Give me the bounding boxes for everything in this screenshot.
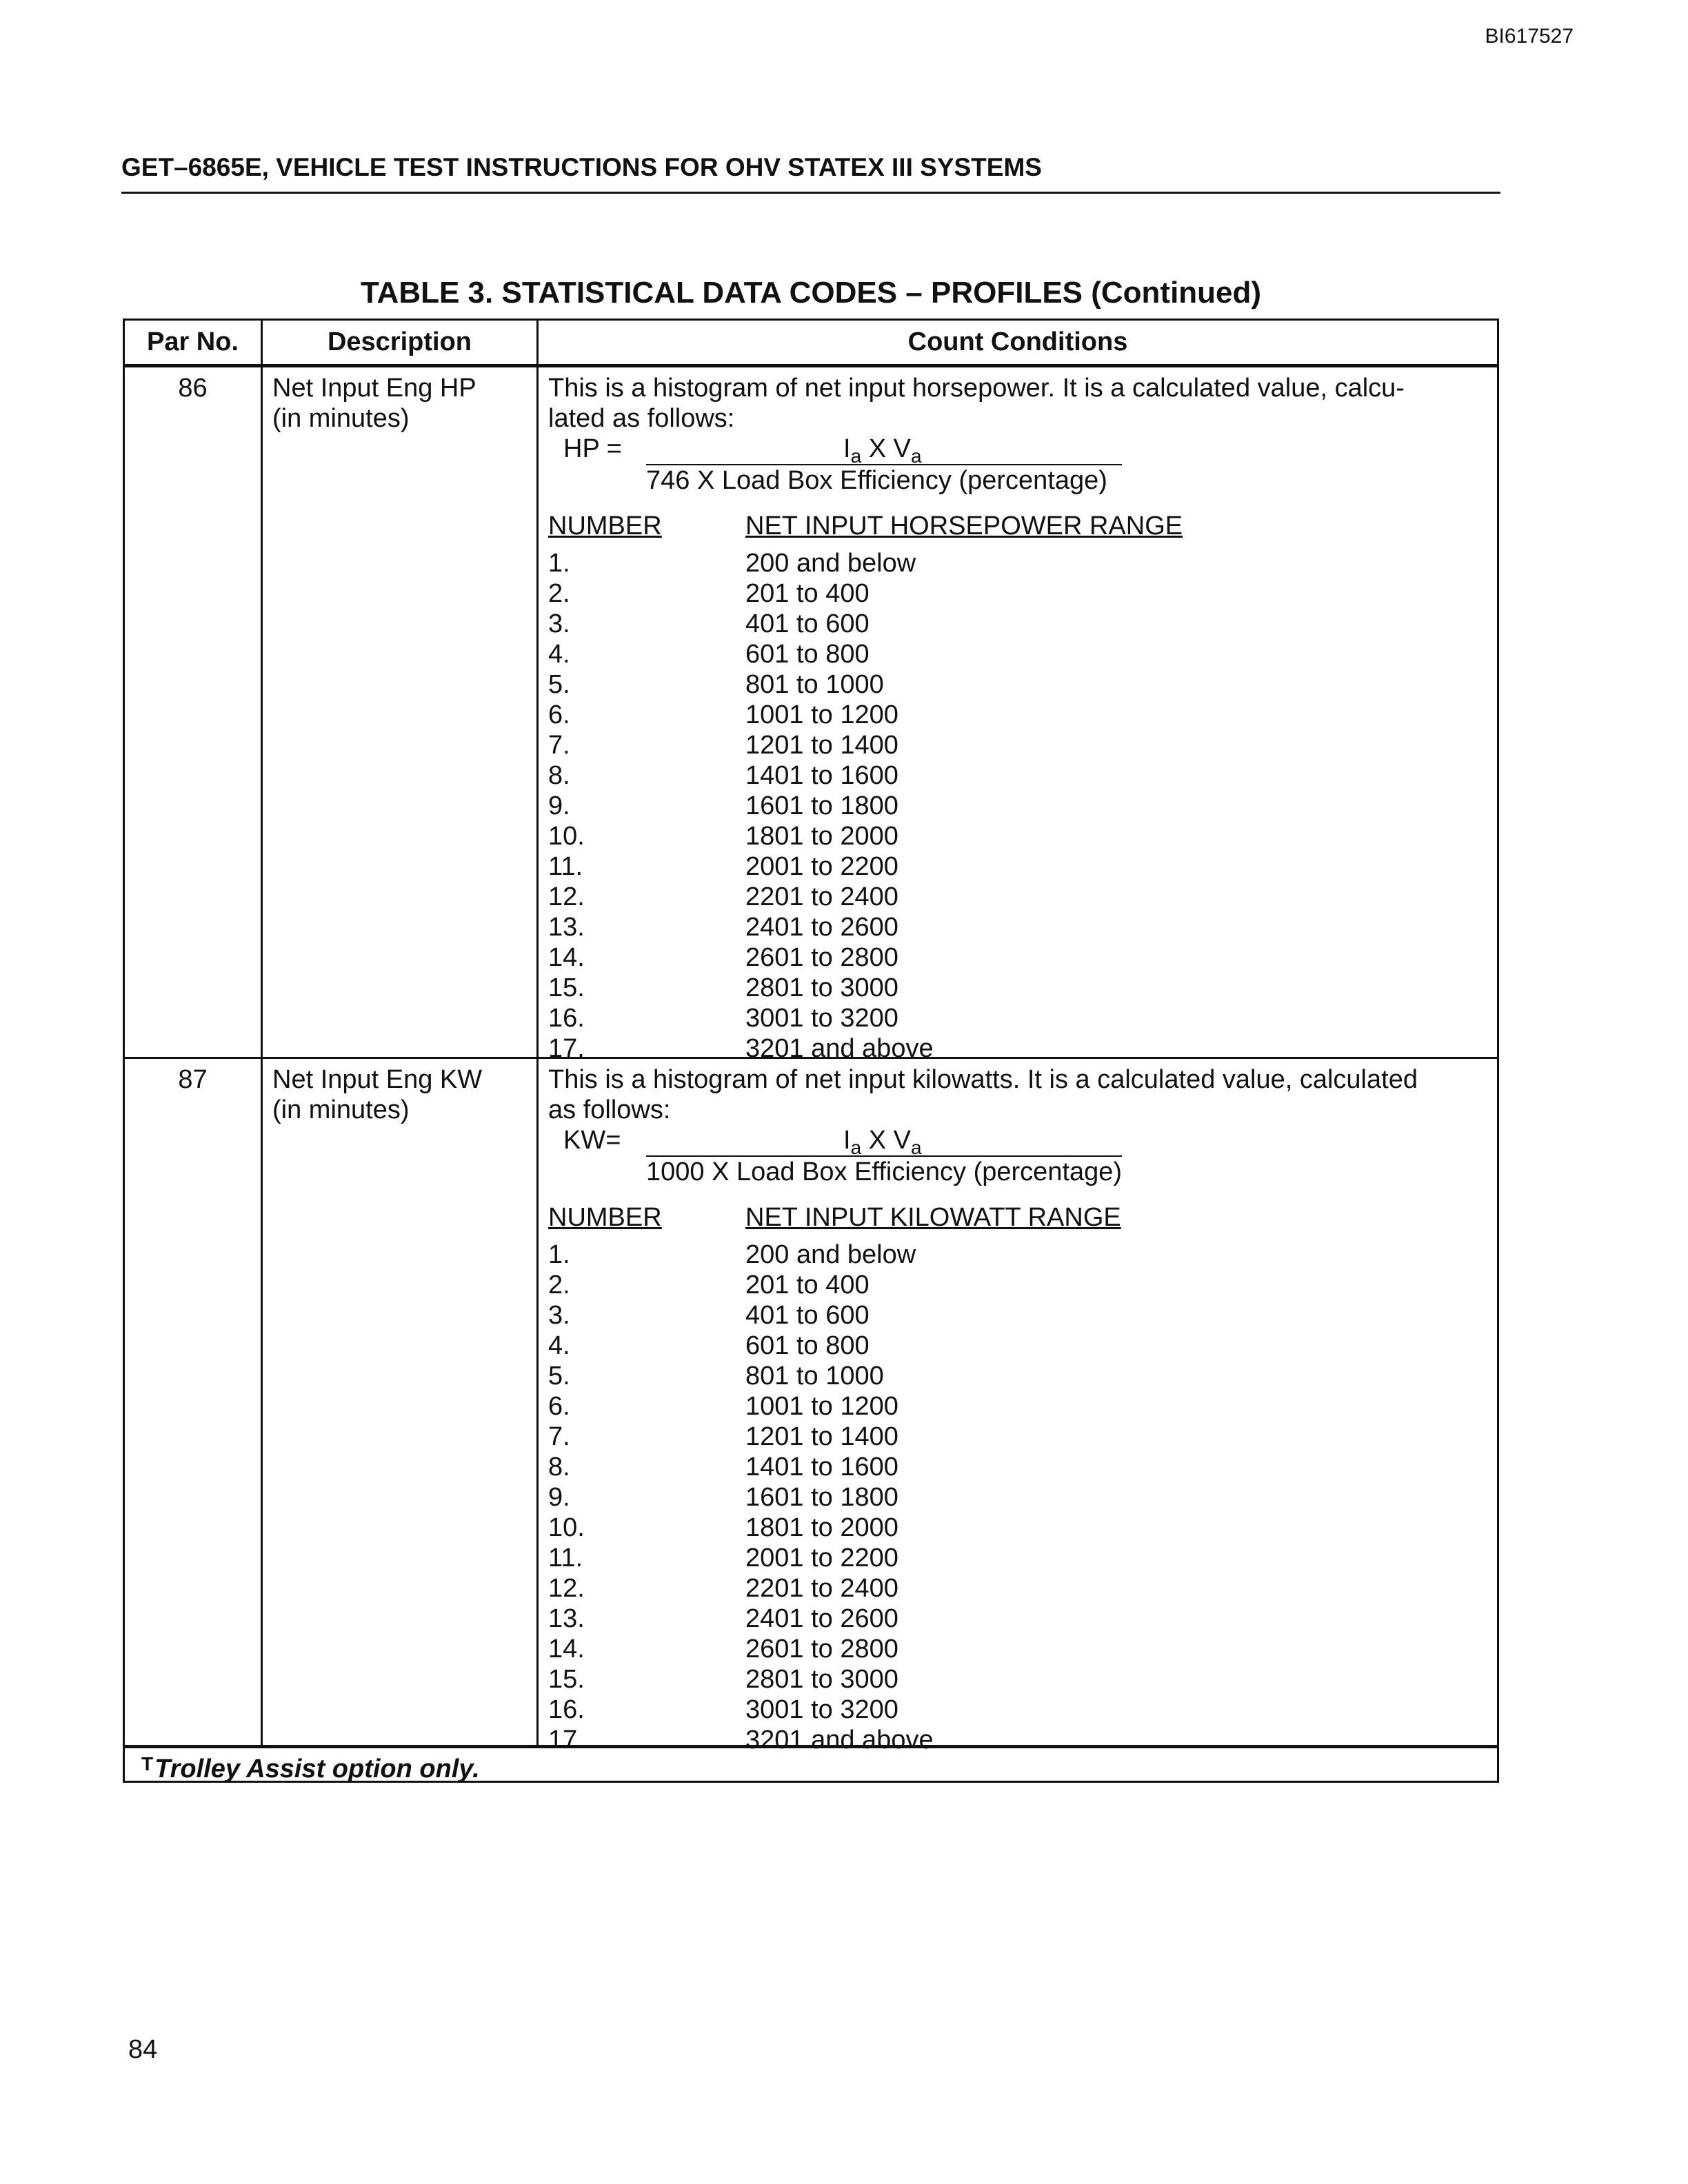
item-number: 7. — [548, 731, 570, 760]
item-number: 5. — [548, 1362, 570, 1391]
list-item — [548, 942, 1497, 973]
item-range: 1201 to 1400 — [745, 731, 898, 760]
running-head: GET–6865E, VEHICLE TEST INSTRUCTIONS FOR OHV STATEX III SYSTEMS — [121, 153, 1500, 194]
list-header-number: NUMBER — [548, 1203, 662, 1232]
item-range: 2401 to 2600 — [745, 913, 898, 942]
item-number: 6. — [548, 1392, 570, 1421]
list-item — [548, 1664, 1497, 1695]
intro-line: lated as follows: — [548, 404, 735, 433]
item-number: 10. — [548, 822, 585, 851]
item-number: 12. — [548, 1574, 585, 1603]
intro-line: This is a histogram of net input horsepower. It is a calculated value, calcu- — [548, 374, 1405, 403]
formula-denominator: 746 X Load Box Efficiency (percentage) — [646, 466, 1107, 495]
intro-line: as follows: — [548, 1095, 671, 1124]
list-item — [548, 548, 1497, 578]
description-line: Net Input Eng KW — [272, 1065, 483, 1094]
list-item — [548, 730, 1497, 760]
list-item — [548, 700, 1497, 730]
item-range: 200 and below — [745, 1240, 916, 1269]
formula-numerator: $I_a$ X $V_a$ — [843, 434, 922, 467]
item-range: 3201 and above — [745, 1034, 934, 1063]
document-id: BI617527 — [1485, 25, 1574, 48]
range-list — [548, 1240, 1497, 1755]
item-range: 200 and below — [745, 549, 916, 578]
item-range: 3201 and above — [745, 1726, 934, 1755]
list-item — [548, 821, 1497, 851]
item-number: 3. — [548, 609, 570, 638]
table-header-row — [125, 321, 1497, 367]
formula-numerator: $I_a$ X $V_a$ — [843, 1126, 922, 1158]
item-number: 2. — [548, 579, 570, 608]
item-range: 801 to 1000 — [745, 1362, 884, 1391]
list-header — [548, 1202, 1497, 1233]
column-header-description: Description — [263, 321, 539, 364]
item-number: 3. — [548, 1301, 570, 1330]
table-title: TABLE 3. STATISTICAL DATA CODES – PROFILES (Continued) — [360, 276, 1262, 310]
table-row — [125, 1059, 1497, 1755]
item-range: 601 to 800 — [745, 1331, 870, 1360]
item-range: 1201 to 1400 — [745, 1422, 898, 1451]
formula — [548, 1125, 1497, 1197]
item-number: 8. — [548, 1453, 570, 1482]
item-range: 801 to 1000 — [745, 670, 884, 699]
statistical-data-table — [123, 318, 1499, 1783]
item-range: 1401 to 1600 — [745, 1453, 898, 1482]
item-number: 13. — [548, 1604, 585, 1633]
item-range: 1801 to 2000 — [745, 1513, 898, 1542]
list-item — [548, 1513, 1497, 1543]
list-item — [548, 669, 1497, 700]
item-number: 6. — [548, 700, 570, 729]
list-item — [548, 578, 1497, 609]
item-number: 1. — [548, 1240, 570, 1269]
list-item — [548, 1391, 1497, 1422]
item-number: 2. — [548, 1271, 570, 1300]
item-number: 14. — [548, 1635, 585, 1664]
list-header-number: NUMBER — [548, 512, 662, 540]
item-range: 2201 to 2400 — [745, 1574, 898, 1603]
list-header-range: NET INPUT KILOWATT RANGE — [745, 1203, 1121, 1232]
list-item — [548, 912, 1497, 942]
item-number: 4. — [548, 640, 570, 669]
list-item — [548, 609, 1497, 639]
item-range: 2001 to 2200 — [745, 1544, 898, 1573]
list-item — [548, 1452, 1497, 1482]
list-item — [548, 1482, 1497, 1513]
item-number: 4. — [548, 1331, 570, 1360]
list-item — [548, 1695, 1497, 1725]
formula — [548, 434, 1497, 505]
page-number: 84 — [128, 2035, 158, 2064]
list-header-range: NET INPUT HORSEPOWER RANGE — [745, 512, 1183, 540]
item-number: 16. — [548, 1004, 585, 1033]
footnote-mark: T — [141, 1753, 154, 1775]
item-number: 15. — [548, 1665, 585, 1694]
par-no-cell: 86 — [125, 367, 263, 1057]
formula-denominator: 1000 X Load Box Efficiency (percentage) — [646, 1157, 1123, 1186]
item-number: 9. — [548, 791, 570, 820]
list-item — [548, 973, 1497, 1003]
item-range: 2001 to 2200 — [745, 852, 898, 881]
item-number: 16. — [548, 1695, 585, 1724]
description-line: (in minutes) — [272, 1095, 410, 1124]
item-range: 201 to 400 — [745, 579, 870, 608]
item-range: 401 to 600 — [745, 1301, 870, 1330]
list-header — [548, 511, 1497, 541]
list-item — [548, 1573, 1497, 1604]
list-item — [548, 1270, 1497, 1300]
item-number: 12. — [548, 882, 585, 911]
item-range: 1001 to 1200 — [745, 700, 898, 729]
list-item — [548, 882, 1497, 912]
column-header-par-no: Par No. — [125, 321, 263, 364]
formula-lhs: HP = — [563, 434, 622, 463]
item-number: 1. — [548, 549, 570, 578]
item-number: 9. — [548, 1483, 570, 1512]
item-range: 3001 to 3200 — [745, 1695, 898, 1724]
list-item — [548, 1543, 1497, 1573]
item-range: 1601 to 1800 — [745, 791, 898, 820]
item-number: 10. — [548, 1513, 585, 1542]
item-range: 201 to 400 — [745, 1271, 870, 1300]
range-list — [548, 548, 1497, 1064]
item-number: 17. — [548, 1726, 585, 1755]
item-range: 601 to 800 — [745, 640, 870, 669]
list-item — [548, 1331, 1497, 1361]
item-range: 2601 to 2800 — [745, 943, 898, 972]
intro-line: This is a histogram of net input kilowatts. It is a calculated value, calculated — [548, 1065, 1418, 1094]
count-conditions-cell — [539, 367, 1497, 1063]
list-item — [548, 1604, 1497, 1634]
description-line: Net Input Eng HP — [272, 374, 476, 403]
item-range: 1401 to 1600 — [745, 761, 898, 790]
list-item — [548, 1003, 1497, 1033]
list-item — [548, 851, 1497, 882]
list-item — [548, 1240, 1497, 1270]
description-cell — [263, 367, 539, 1057]
item-number: 15. — [548, 973, 585, 1002]
table-row — [125, 367, 1497, 1063]
list-item — [548, 1422, 1497, 1452]
table-footnote — [125, 1745, 1497, 1781]
item-number: 14. — [548, 943, 585, 972]
count-conditions-cell — [539, 1059, 1497, 1755]
list-item — [548, 639, 1497, 669]
list-item — [548, 791, 1497, 821]
item-range: 1601 to 1800 — [745, 1483, 898, 1512]
list-item — [548, 1361, 1497, 1391]
item-range: 401 to 600 — [745, 609, 870, 638]
item-number: 11. — [548, 1544, 583, 1573]
list-item — [548, 1300, 1497, 1331]
description-cell — [263, 1059, 539, 1748]
description-line: (in minutes) — [272, 404, 410, 433]
item-range: 2201 to 2400 — [745, 882, 898, 911]
item-range: 2601 to 2800 — [745, 1635, 898, 1664]
list-item — [548, 760, 1497, 791]
item-number: 5. — [548, 670, 570, 699]
formula-lhs: KW= — [563, 1126, 621, 1155]
item-number: 7. — [548, 1422, 570, 1451]
item-range: 2801 to 3000 — [745, 973, 898, 1002]
column-header-count-conditions: Count Conditions — [907, 327, 1128, 356]
item-range: 2801 to 3000 — [745, 1665, 898, 1694]
item-range: 3001 to 3200 — [745, 1004, 898, 1033]
item-number: 13. — [548, 913, 585, 942]
par-no-cell: 87 — [125, 1059, 263, 1748]
list-item — [548, 1634, 1497, 1664]
item-range: 2401 to 2600 — [745, 1604, 898, 1633]
item-number: 8. — [548, 761, 570, 790]
item-number: 17. — [548, 1034, 585, 1063]
footnote-text: Trolley Assist option only. — [154, 1755, 480, 1783]
item-range: 1001 to 1200 — [745, 1392, 898, 1421]
item-number: 11. — [548, 852, 583, 881]
item-range: 1801 to 2000 — [745, 822, 898, 851]
